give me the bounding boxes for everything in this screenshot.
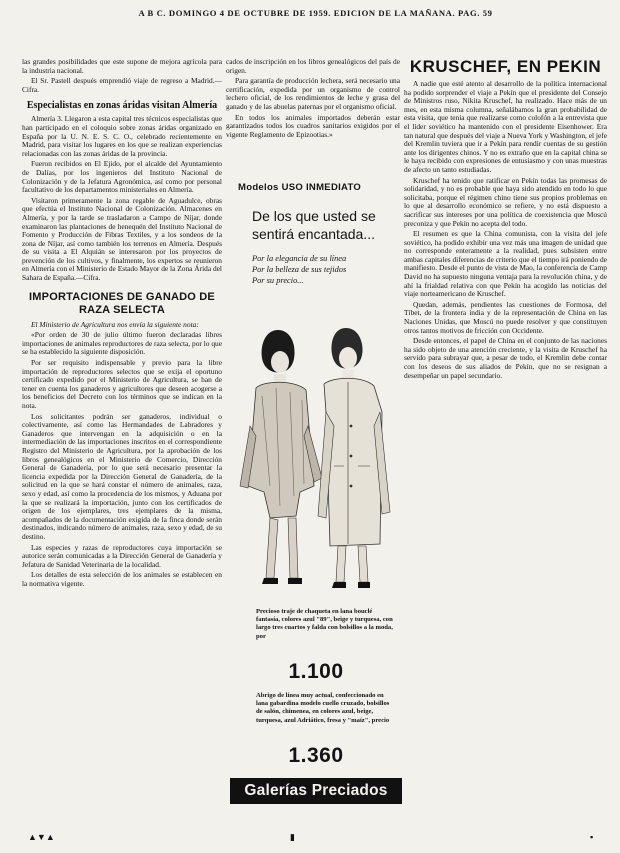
paragraph: Visitaron primeramente la zona regable de Aguadulce, obras que efectúa el Instituto Nacional de Colonización. Almacenes en Almería, y por la tarde se trasladaron a Campo de Níjar, donde examinaron las plantaciones de henequén del Instituto Nacional de Fomento y Producción de Fibras Textiles, y a los sondeos de la zona de Níjar, así como también los terrenos en Almería. Después de su visita a El Alquián se interesaron por los proyectos de prevención de los cultivos, y finalmente, los expertos se reunieron en Almería con el Ministerio de Estado Mayor de la Zona Árida del Sahara de España.—Cifra. xyxy=(22,195,222,283)
ad-tag: Modelos USO INMEDIATO xyxy=(238,182,362,193)
registration-mark-icon: ▪ xyxy=(590,832,594,842)
right-column xyxy=(404,58,607,828)
left-column xyxy=(22,58,222,833)
suit-description: Precioso traje de chaqueta en lana bouclé fantasía, colores azul "89", beige y turquesa, con largo tres cuartos y falda con bolsillos a la moda, por xyxy=(256,608,393,640)
store-logo: Galerías Preciados xyxy=(230,778,402,804)
paragraph: El resumen es que la China comunista, con la visita del jefe soviético, ha podido exhibir una vez más una imagen de unidad que no corresponde enteramente a la realidad, pues subsisten entre ambas capitales diferencias de criterio que el tiempo irá poniendo de manifiesto. Desde el punto de vista de Mao, la conferencia de Camp David no ha supuesto ninguna ventaja para la revolución china, y de ahí la frialdad relativa con que Pekín ha acogido las noticias del viaje norteamericano de Kruschef. xyxy=(404,229,607,299)
coat-description: Abrigo de línea muy actual, confeccionado en lana gabardina modelo cuello cruzado, bolsillos de salón, chimenea, en colores azul, beige, turquesa, azul Adriático, fresa y "maíz", precio xyxy=(256,692,390,724)
paragraph: En todos los animales importados deberán estar garantizados todos los cuadros sanitarios exigidos por el vigente Reglamento de Epizootias.» xyxy=(226,112,400,139)
paragraph: Los solicitantes podrán ser ganaderos, individual o colectivamente, así como las Hermandades de Labradores y Ganaderos que intervengan en la adquisición o en la intermediación de las importaciones inscritos en el correspondiente Registro del Ministerio de Agricultura, por la aprobación de los libros genealógicos en el Ministerio de Comercio, Dirección General de Ganadería, por lo que será necesario presentar la licencia expedida por la Dirección General de Ganadería, de la solicitud en la que se hará constar el número de animales, raza, sexo y edad, así como la procedencia de los mismos, y Aduana por la que se realizará la importación, junto con los certificados de origen de los ejemplares, tres ejemplares de la misma, acompañados de la documentación exigida de la finca donde serán destinados, indicando número de animales, raza, sexo y edad, de su destino. xyxy=(22,411,222,541)
print-registration-marks xyxy=(28,832,603,848)
ad-slogan-line: Por la elegancia de su línea xyxy=(252,254,347,263)
page-header: A B C. DOMINGO 4 DE OCTUBRE DE 1959. EDICION DE LA MAÑANA. PAG. 59 xyxy=(138,8,493,18)
paragraph: Desde entonces, el papel de China en el conjunto de las naciones ha sido objeto de una atención creciente, y la visita de Kruschef ha servido para subrayar que, a pesar de todo, el Kremlin debe contar con los deseos de sus aliados de Pekín, que no se resignan a desempeñar un papel secundario. xyxy=(404,336,607,380)
paragraph: Las especies y razas de reproductores cuya importación se autorice serán comunicadas a la Dirección General de Ganadería y Jefatura de Sanidad Veterinaria de la localidad. xyxy=(22,542,222,569)
headline-zonas-aridas: Especialistas en zonas áridas visitan Almería xyxy=(26,100,218,112)
ad-slogan-line: Por su precio... xyxy=(252,276,304,285)
paragraph: las grandes posibilidades que este supone de mejora agrícola para la industria nacional. xyxy=(22,58,222,75)
registration-mark-icon: ▮ xyxy=(290,832,295,842)
paragraph: Por ser requisito indispensable y previo para la libre importación de reproductores selectos que se exija el oportuno certificado expedido por el Ministerio de Agricultura, se han de tener en cuenta los ganaderos y agricultores que deseen acogerse a los beneficios del Decreto con los términos que se indican en la nota. xyxy=(22,358,222,410)
middle-column-top xyxy=(226,58,400,166)
fashion-illustration xyxy=(230,316,402,606)
paragraph: Almería 3. Llegaron a esta capital tres técnicos especialistas que han participado en el coloquio sobre zonas áridas organizado en España por la U. N. E. S. C. O., celebrado recientemente en Madrid, para visitar los lugares en los que se realizan experiencias relacionadas con las zonas áridas de la provincia. xyxy=(22,114,222,158)
ad-headline: De los que usted se sentirá encantada... xyxy=(252,208,376,242)
galerias-preciados-ad xyxy=(230,176,402,824)
headline-importaciones: IMPORTACIONES DE GANADO DE RAZA SELECTA xyxy=(29,290,215,316)
paragraph: Kruschef ha tenido que ratificar en Pekín todas las promesas de solidaridad, y no es probable que haya sido atendido en todo lo que solicitaba, porque el régimen chino tiene sus propios problemas en lo que al desarrollo económico se refiere, y no está dispuesto a sacrificar sus intereses por una política de coexistencia que Moscú preconiza y que Pekín no acepta del todo. xyxy=(404,175,607,228)
paragraph: A nadie que esté atento al desarrollo de la política internacional ha podido sorprender el viaje a Pekín que el presidente del Consejo de Ministros ruso, Nikita Kruschef, ha realizado. Hace más de un mes, en esta misma columna, señalábamos la gran probabilidad de esta visita, que tenía que realizarse como colofón a la entrevista que el líder soviético ha mantenido con el presidente Eisenhower. Era tan natural que después del viaje a Nueva York y Washington, el jefe del Kremlin tuviera que ir a Pekín para rendir cuentas de su gestión ante los dirigentes chinos. Y no es extraño que en la capital china se le haya recibido con expresiones de entusiasmo y con unas muestras de afecto un tanto estudiadas. xyxy=(404,79,607,174)
price-coat: 1.360 xyxy=(288,744,344,767)
registration-mark-icon: ▲▼▲ xyxy=(28,832,55,842)
paragraph: Para garantía de producción lechera, será necesario una certificación, expedida por un organismo de control lechero oficial, de los rendimientos de leche y grasa del ganado y de las abuelas paternas por el organismo oficial. xyxy=(226,76,400,111)
paragraph: Los detalles de esta selección de los animales se establecen en la normativa vigente. xyxy=(22,570,222,588)
paragraph: El Sr. Pastell después emprendió viaje de regreso a Madrid.—Cifra. xyxy=(22,76,222,94)
ad-slogan xyxy=(252,253,402,286)
paragraph: Quedan, además, pendientes las cuestiones de Formosa, del Tíbet, de la frontera india y de la representación de China en las Naciones Unidas, que Moscú no puede resolver y que constituyen otros tantos motivos de fricción con Occidente. xyxy=(404,299,607,335)
woman-left-figure xyxy=(240,330,322,584)
paragraph: Fueron recibidos en El Ejido, por el alcalde del Ayuntamiento de Dalías, por los ingenieros del Instituto Nacional de Colonización y de la Jefatura Agronómica, así como por personal facultativo de los departamentos ministeriales en Almería. xyxy=(22,159,222,195)
subheading: El Ministerio de Agricultura nos envía la siguiente nota: xyxy=(31,319,199,329)
paragraph: cados de inscripción en los libros genealógicos del país de origen. xyxy=(226,58,400,75)
price-suit: 1.100 xyxy=(288,660,344,683)
ad-slogan-line: Por la belleza de sus tejidos xyxy=(252,265,347,274)
paragraph: «Por orden de 30 de julio último fueron declaradas libres importaciones de animales reproductores de raza selecta, por lo que se ha establecido la siguiente disposición. xyxy=(22,330,222,357)
headline-kruschef: KRUSCHEF, EN PEKIN xyxy=(409,58,602,76)
woman-right-figure xyxy=(318,328,390,588)
